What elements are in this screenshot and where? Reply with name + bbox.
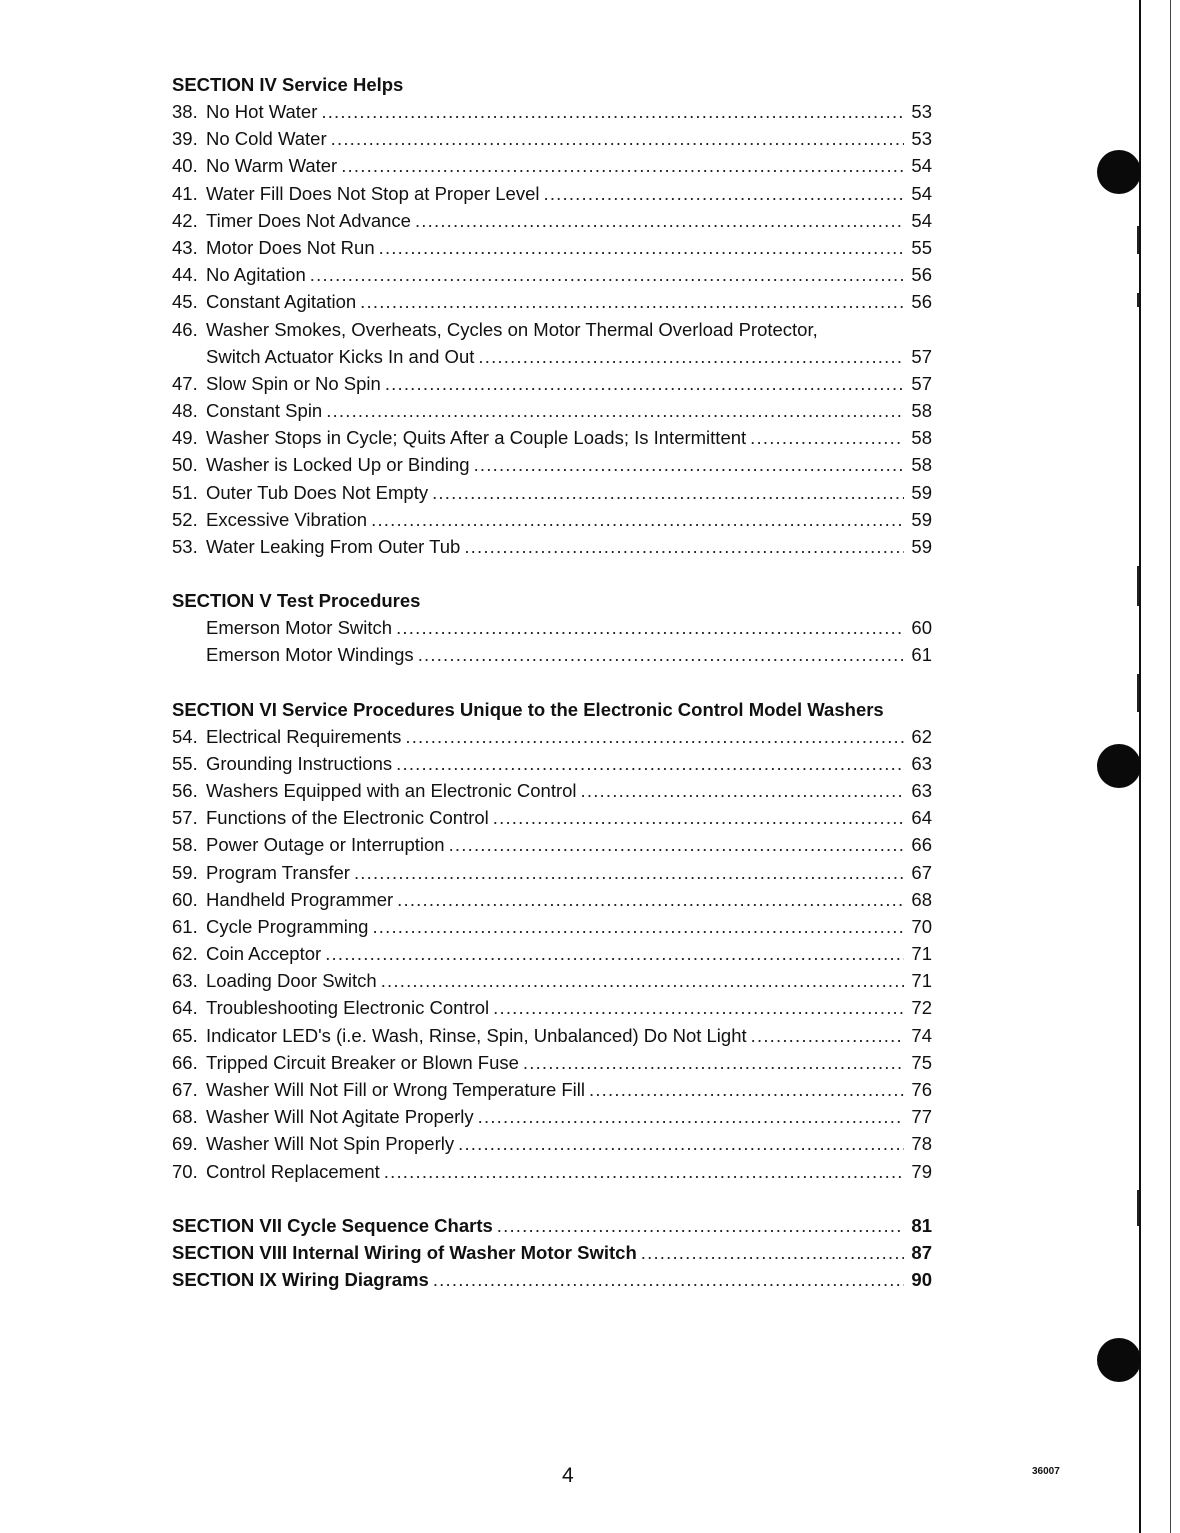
entry-title: Loading Door Switch xyxy=(206,970,377,992)
entry-title: Indicator LED's (i.e. Wash, Rinse, Spin, Unbalanced) Do Not Light xyxy=(206,1024,747,1046)
section-heading: SECTION VI Service Procedures Unique to the Electronic Control Model Washers xyxy=(172,698,884,720)
entry-page: 57 xyxy=(911,345,932,367)
entry-page: 60 xyxy=(911,617,932,639)
toc-entry[interactable] xyxy=(172,641,932,668)
margin-mark xyxy=(1137,1190,1139,1226)
dot-leader xyxy=(478,343,904,370)
toc-entry[interactable] xyxy=(172,506,932,533)
entry-number: 65. xyxy=(172,1024,198,1046)
entry-title: Cycle Programming xyxy=(206,915,369,937)
dot-leader xyxy=(433,1266,904,1293)
entry-number: 66. xyxy=(172,1051,198,1073)
entry-page: 58 xyxy=(911,427,932,449)
entry-title: Outer Tub Does Not Empty xyxy=(206,481,429,503)
entry-title: Water Leaking From Outer Tub xyxy=(206,536,461,557)
entry-title: Troubleshooting Electronic Control xyxy=(206,997,490,1019)
toc-section-entry[interactable] xyxy=(172,1266,932,1293)
entry-number: 45. xyxy=(172,291,198,313)
entry-title: Electrical Requirements xyxy=(206,725,402,747)
dot-leader xyxy=(493,804,904,831)
entry-number: 42. xyxy=(172,209,198,231)
dot-leader xyxy=(341,152,904,179)
entry-page: 59 xyxy=(911,481,932,503)
toc-entry[interactable] xyxy=(172,479,932,506)
toc-entry[interactable] xyxy=(172,994,932,1021)
entry-number: 46. xyxy=(172,318,198,340)
entry-page: 78 xyxy=(911,1133,932,1155)
punch-hole-bottom xyxy=(1097,1338,1141,1382)
entry-title: Coin Acceptor xyxy=(206,943,322,965)
entry-title: SECTION VII Cycle Sequence Charts xyxy=(172,1214,493,1236)
entry-page: 71 xyxy=(911,943,932,965)
entry-number: 59. xyxy=(172,861,198,883)
dot-leader xyxy=(396,750,904,777)
entry-number: 70. xyxy=(172,1160,198,1182)
entry-title: No Warm Water xyxy=(206,155,338,177)
toc-entry[interactable] xyxy=(172,180,932,207)
entry-page: 54 xyxy=(911,209,932,231)
entry-title: Tripped Circuit Breaker or Blown Fuse xyxy=(206,1051,519,1073)
dot-leader xyxy=(384,1158,904,1185)
toc-entry[interactable] xyxy=(172,967,932,994)
toc-entry[interactable] xyxy=(172,913,932,940)
dot-leader xyxy=(415,207,904,234)
entry-number: 48. xyxy=(172,400,198,422)
toc-entry[interactable] xyxy=(172,1076,932,1103)
entry-number: 38. xyxy=(172,101,198,122)
toc-entry[interactable] xyxy=(172,614,932,641)
entry-page: 58 xyxy=(911,454,932,476)
dot-leader xyxy=(751,1022,904,1049)
entry-number: 64. xyxy=(172,997,198,1019)
entry-page: 71 xyxy=(911,970,932,992)
dot-leader xyxy=(396,614,904,641)
entry-number: 43. xyxy=(172,236,198,258)
entry-title: Washer Smokes, Overheats, Cycles on Motor Thermal Overload Protector, xyxy=(206,318,818,340)
section-gap xyxy=(172,669,932,696)
toc-entry[interactable] xyxy=(172,288,932,315)
entry-title: Functions of the Electronic Control xyxy=(206,807,489,829)
entry-number: 63. xyxy=(172,970,198,992)
dot-leader xyxy=(405,723,904,750)
punch-hole-top xyxy=(1097,150,1141,194)
toc-entry[interactable] xyxy=(172,98,932,125)
toc-section-entry[interactable] xyxy=(172,1212,932,1239)
entry-page: 59 xyxy=(911,536,932,557)
entry-page: 68 xyxy=(911,888,932,910)
entry-page: 72 xyxy=(911,997,932,1019)
entry-title: SECTION IX Wiring Diagrams xyxy=(172,1269,429,1291)
toc-entry[interactable] xyxy=(172,370,932,397)
entry-page: 53 xyxy=(911,101,932,122)
toc-entry[interactable] xyxy=(172,1130,932,1157)
toc-entry[interactable] xyxy=(172,451,932,478)
entry-number: 54. xyxy=(172,725,198,747)
entry-title: Slow Spin or No Spin xyxy=(206,372,381,394)
entry-title: Power Outage or Interruption xyxy=(206,834,445,856)
toc-entry[interactable] xyxy=(172,1022,932,1049)
entry-title: Timer Does Not Advance xyxy=(206,209,411,231)
entry-page: 76 xyxy=(911,1079,932,1100)
toc-entry[interactable] xyxy=(172,1049,932,1076)
page-number: 4 xyxy=(562,1464,574,1487)
toc-entry-continuation[interactable] xyxy=(172,343,932,370)
entry-page: 79 xyxy=(911,1160,932,1182)
dot-leader xyxy=(360,288,904,315)
entry-page: 74 xyxy=(911,1024,932,1046)
entry-page: 56 xyxy=(911,264,932,286)
dot-leader xyxy=(321,98,904,125)
entry-number: 61. xyxy=(172,915,198,937)
toc-entry[interactable] xyxy=(172,424,932,451)
margin-mark xyxy=(1137,674,1139,712)
entry-page: 64 xyxy=(911,807,932,829)
entry-page: 90 xyxy=(911,1269,932,1291)
dot-leader xyxy=(432,479,904,506)
dot-leader xyxy=(331,125,904,152)
entry-page: 70 xyxy=(911,915,932,937)
entry-number: 68. xyxy=(172,1106,198,1128)
entry-title: Constant Agitation xyxy=(206,291,357,313)
entry-page: 56 xyxy=(911,291,932,313)
toc-entry[interactable] xyxy=(172,940,932,967)
entry-title: Washers Equipped with an Electronic Control xyxy=(206,779,577,801)
entry-number: 55. xyxy=(172,752,198,774)
toc-entry[interactable] xyxy=(172,261,932,288)
punch-hole-middle xyxy=(1097,744,1141,788)
page-edge-line xyxy=(1170,0,1171,1533)
entry-number: 57. xyxy=(172,807,198,829)
toc-entry[interactable] xyxy=(172,397,932,424)
section-gap xyxy=(172,560,932,587)
entry-number: 58. xyxy=(172,834,198,856)
entry-page: 62 xyxy=(911,725,932,747)
dot-leader xyxy=(458,1130,904,1157)
entry-title: Constant Spin xyxy=(206,400,323,422)
entry-page: 87 xyxy=(911,1241,932,1263)
toc-entry[interactable] xyxy=(172,207,932,234)
entry-page: 58 xyxy=(911,400,932,422)
entry-title: Motor Does Not Run xyxy=(206,236,375,258)
toc-entry[interactable] xyxy=(172,723,932,750)
entry-title: SECTION VIII Internal Wiring of Washer Motor Switch xyxy=(172,1241,637,1263)
toc-entry[interactable] xyxy=(172,533,932,560)
dot-leader xyxy=(310,261,904,288)
entry-title: Excessive Vibration xyxy=(206,508,368,530)
entry-title: Washer Stops in Cycle; Quits After a Couple Loads; Is Intermittent xyxy=(206,427,747,449)
section-gap xyxy=(172,1185,932,1212)
entry-title: No Cold Water xyxy=(206,128,327,150)
entry-title: Control Replacement xyxy=(206,1160,380,1182)
entry-page: 53 xyxy=(911,128,932,150)
toc-entry[interactable] xyxy=(172,152,932,179)
entry-page: 55 xyxy=(911,236,932,258)
entry-number: 40. xyxy=(172,155,198,177)
dot-leader xyxy=(385,370,904,397)
dot-leader xyxy=(418,641,904,668)
entry-page: 57 xyxy=(911,372,932,394)
toc-entry[interactable] xyxy=(172,804,932,831)
toc-entry[interactable] xyxy=(172,750,932,777)
entry-title: Handheld Programmer xyxy=(206,888,394,910)
section-heading: SECTION IV Service Helps xyxy=(172,74,404,95)
toc-entry[interactable] xyxy=(172,777,932,804)
entry-title: No Agitation xyxy=(206,264,306,286)
toc-entry[interactable] xyxy=(172,1103,932,1130)
toc-section-entry[interactable] xyxy=(172,1239,932,1266)
dot-leader xyxy=(354,859,904,886)
entry-number: 41. xyxy=(172,182,198,204)
entry-page: 67 xyxy=(911,861,932,883)
dot-leader xyxy=(750,424,904,451)
entry-page: 66 xyxy=(911,834,932,856)
entry-title: Washer is Locked Up or Binding xyxy=(206,454,470,476)
entry-number: 50. xyxy=(172,454,198,476)
toc-entry[interactable] xyxy=(172,1158,932,1185)
entry-title: Washer Will Not Agitate Properly xyxy=(206,1106,474,1128)
dot-leader xyxy=(497,1212,904,1239)
margin-mark xyxy=(1137,226,1139,254)
dot-leader xyxy=(493,994,904,1021)
entry-page: 63 xyxy=(911,752,932,774)
dot-leader xyxy=(581,777,904,804)
table-of-contents xyxy=(172,71,932,1293)
entry-title: Emerson Motor Windings xyxy=(206,644,414,666)
entry-title: Program Transfer xyxy=(206,861,350,883)
entry-page: 81 xyxy=(911,1214,932,1236)
dot-leader xyxy=(449,831,904,858)
entry-number: 49. xyxy=(172,427,198,449)
entry-number: 44. xyxy=(172,264,198,286)
entry-page: 61 xyxy=(911,644,932,666)
dot-leader xyxy=(589,1076,904,1103)
entry-title: Emerson Motor Switch xyxy=(206,617,393,639)
entry-page: 59 xyxy=(911,508,932,530)
toc-entry[interactable] xyxy=(172,234,932,261)
entry-number: 52. xyxy=(172,508,198,530)
entry-number: 39. xyxy=(172,128,198,150)
dot-leader xyxy=(325,940,904,967)
entry-number: 69. xyxy=(172,1133,198,1155)
dot-leader xyxy=(371,506,904,533)
dot-leader xyxy=(372,913,904,940)
entry-page: 75 xyxy=(911,1051,932,1073)
section-heading: SECTION V Test Procedures xyxy=(172,590,421,612)
entry-page: 63 xyxy=(911,779,932,801)
entry-page: 77 xyxy=(911,1106,932,1128)
document-code: 36007 xyxy=(1032,1466,1060,1477)
entry-number: 47. xyxy=(172,372,198,394)
entry-page: 54 xyxy=(911,155,932,177)
entry-page: 54 xyxy=(911,182,932,204)
toc-entry[interactable] xyxy=(172,316,932,343)
dot-leader xyxy=(523,1049,904,1076)
dot-leader xyxy=(474,451,904,478)
entry-title: Water Fill Does Not Stop at Proper Level xyxy=(206,182,540,204)
dot-leader xyxy=(381,967,904,994)
margin-mark xyxy=(1137,566,1139,606)
entry-number: 53. xyxy=(172,536,198,557)
toc-entry[interactable] xyxy=(172,886,932,913)
entry-number: 67. xyxy=(172,1079,198,1100)
entry-title: Washer Will Not Spin Properly xyxy=(206,1133,455,1155)
dot-leader xyxy=(379,234,904,261)
entry-title: Washer Will Not Fill or Wrong Temperature Fill xyxy=(206,1079,585,1100)
entry-title: Grounding Instructions xyxy=(206,752,393,774)
margin-mark xyxy=(1137,293,1139,307)
dot-leader xyxy=(543,180,904,207)
entry-title: Switch Actuator Kicks In and Out xyxy=(206,345,475,367)
dot-leader xyxy=(464,533,904,560)
dot-leader xyxy=(641,1239,904,1266)
entry-number: 56. xyxy=(172,779,198,801)
dot-leader xyxy=(478,1103,904,1130)
entry-title: No Hot Water xyxy=(206,101,318,122)
toc-entry[interactable] xyxy=(172,125,932,152)
entry-number: 60. xyxy=(172,888,198,910)
toc-entry[interactable] xyxy=(172,831,932,858)
entry-number: 62. xyxy=(172,943,198,965)
dot-leader xyxy=(397,886,904,913)
dot-leader xyxy=(326,397,904,424)
entry-number: 51. xyxy=(172,481,198,503)
toc-entry[interactable] xyxy=(172,859,932,886)
